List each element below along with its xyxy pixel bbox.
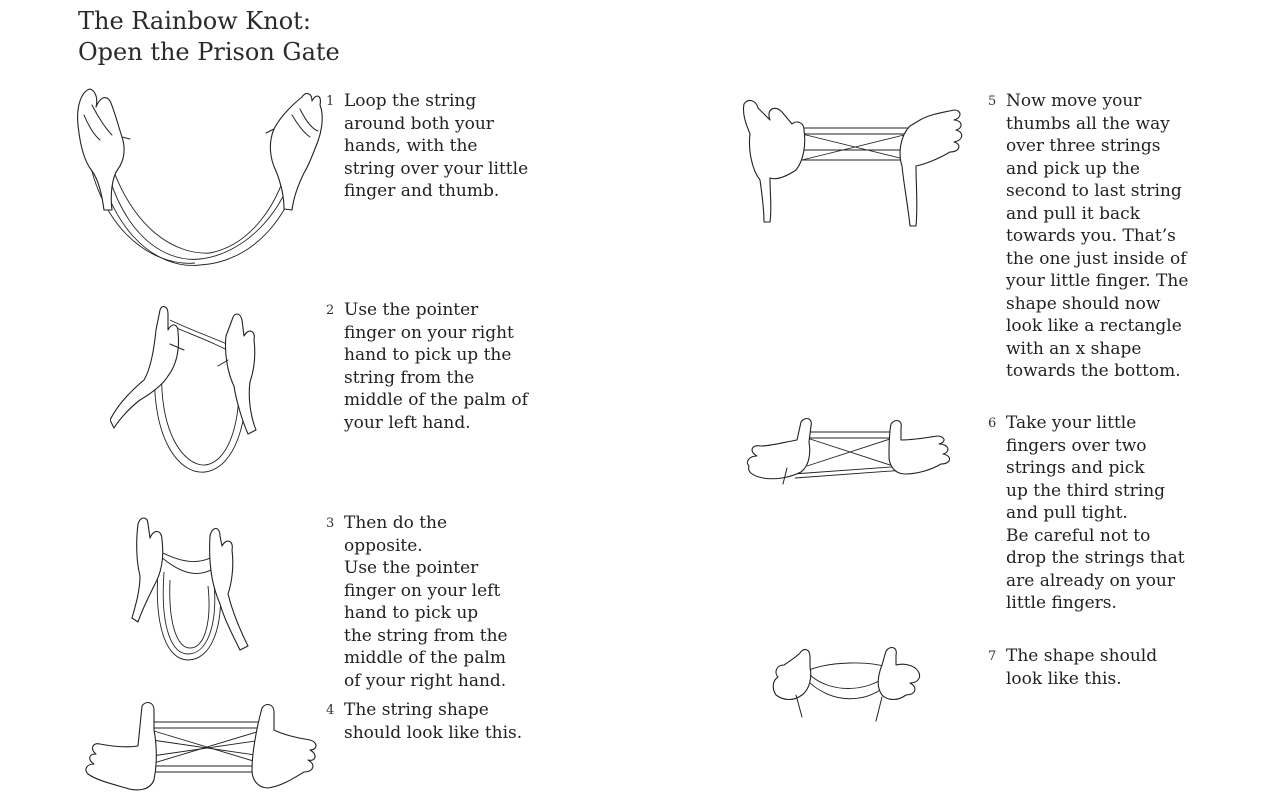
step-5 (988, 90, 1191, 383)
page-title (78, 6, 340, 68)
step-number: 1 (326, 94, 335, 109)
step-3-illustration (128, 510, 258, 670)
title-line-1: The Rainbow Knot: (78, 7, 311, 35)
step-text: Then do the opposite. Use the pointer finger on your left hand to pick up the string from the middle of the palm of your right hand. (344, 513, 508, 691)
step-text: The shape should look like this. (1006, 646, 1158, 689)
step-text: Use the pointer finger on your right hand to pick up the string from the middle of the palm of your left hand. (344, 300, 528, 433)
step-text: Take your little fingers over two strings and pick up the third string and pull tight. Be careful not to drop the strings that are already on your little fingers. (1006, 413, 1185, 613)
step-2-illustration (110, 300, 270, 480)
step-1 (326, 90, 529, 203)
step-4 (326, 699, 529, 744)
step-7 (988, 645, 1191, 690)
step-2 (326, 299, 529, 434)
step-6 (988, 412, 1191, 615)
step-3 (326, 512, 529, 692)
step-text: The string shape should look like this. (344, 700, 523, 743)
step-4-illustration (82, 700, 322, 795)
step-number: 6 (988, 416, 997, 431)
title-line-2: Open the Prison Gate (78, 38, 340, 66)
step-5-illustration (740, 90, 970, 230)
step-number: 4 (326, 703, 335, 718)
step-text: Loop the string around both your hands, with the string over your little finger and thumb. (344, 91, 529, 201)
step-6-illustration (745, 414, 960, 489)
step-number: 5 (988, 94, 997, 109)
step-text: Now move your thumbs all the way over three strings and pick up the second to last string and pull it back towards you. That’s the one just inside of your little finger. The shape should now look like a rectangle with an x shape towards the bottom. (1006, 91, 1189, 381)
step-1-illustration (70, 85, 330, 270)
step-number: 3 (326, 516, 335, 531)
step-7-illustration (770, 645, 925, 725)
step-number: 7 (988, 649, 997, 664)
step-number: 2 (326, 303, 335, 318)
